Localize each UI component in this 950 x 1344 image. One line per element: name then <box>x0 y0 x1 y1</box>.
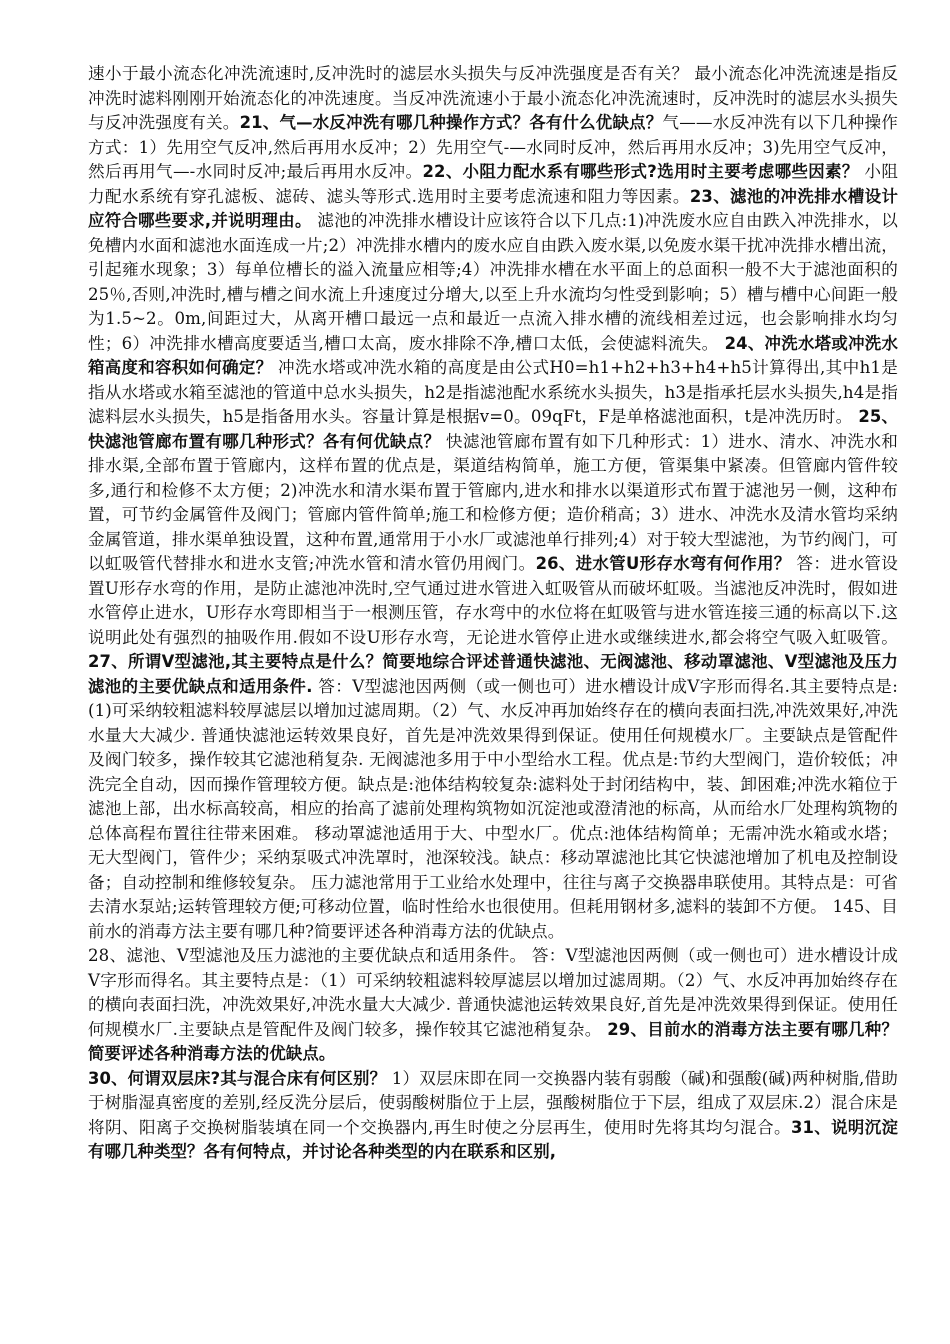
answer-text: 气——水反冲洗有以下几种操作方式：1）先用空气反冲,然后再用水反冲；2）先用空气-—水同时反冲，然后再用水反冲；3)先用空气反冲，然后再用气—-水同时反冲;最后再用水反冲。 <box>88 113 898 181</box>
question-heading: 30、何谓双层床?其与混合床有何区别？ <box>88 1068 387 1088</box>
answer-text: 小阻力配水系统有穿孔滤板、滤砖、滤头等形式.选用时主要考虑流速和阻力等因素。 <box>88 162 899 206</box>
document-page <box>88 62 898 1165</box>
answer-text: 答：V型滤池因两侧（或一侧也可）进水槽设计成V字形而得名.其主要特点是:(1)可采纳较粗滤料较厚滤层以增加过滤周期。（2）气、水反冲再加始终存在的横向表面扫洗,冲洗效果好,冲洗水量大大减少. 普通快滤池运转效果良好，首先是冲洗效果得到保证。使用任何规模水厂。主要缺点是管配件及阀门较多，操作较其它滤池稍复杂. 无阀滤池多用于中小型给水工程。优点是:节约大型阀门，造价较低；冲洗完全自动，因而操作管理较方便。缺点是:池体结构较复杂:滤料处于封闭结构中，装、卸困难;冲洗水箱位于滤池上部，出水标高较高，相应的抬高了滤前处理构筑物如沉淀池或澄清池的标高，从而给水厂处理构筑物的总体高程布置往往带来困难。 移动罩滤池适用于大、中型水厂。优点:池体结构简单；无需冲洗水箱或水塔；无大型阀门，管件少；采纳泵吸式冲洗罩时，池深较浅。缺点：移动罩滤池比其它快滤池增加了机电及控制设备；自动控制和维修较复杂。 压力滤池常用于工业给水处理中，往往与离子交换器串联使用。其特点是：可省去清水泵站;运转管理较方便;可移动位置，临时性给水也很使用。但耗用钢材多,滤料的装卸不方便。 145、目前水的消毒方法主要有哪几种?简要评述各种消毒方法的优缺点。 <box>88 676 898 941</box>
answer-text: 28、滤池、V型滤池及压力滤池的主要优缺点和适用条件。 答：V型滤池因两侧（或一侧也可）进水槽设计成V字形而得名。其主要特点是：（1）可采纳较粗滤料较厚滤层以增加过滤周期。（2）气、水反冲再加始终存在的横向表面扫洗，冲洗效果好,冲洗水量大大减少. 普通快滤池运转效果良好,首先是冲洗效果得到保证。使用任何规模水厂.主要缺点是管配件及阀门较多，操作较其它滤池稍复杂。 <box>88 946 898 1039</box>
question-heading: 21、气—水反冲洗有哪几种操作方式？各有什么优缺点？ <box>239 113 663 132</box>
text-run: 速小于最小流态化冲洗流速时,反冲洗时的滤层水头损失与反冲洗强度是否有关？ 最小流态化冲洗流速是指反冲洗时滤料刚刚开始流态化的冲洗速度。当反冲洗流速小于最小流态化冲洗流速时，反冲洗时的滤层水头损失与反冲洗强度有关。 <box>88 64 898 132</box>
question-heading: 27、所谓V型滤池,其主要特点是什么？简要地综合评述普通快滤池、无阀滤池、移动罩滤池、V型滤池及压力滤池的主要优缺点和适用条件. <box>88 652 898 696</box>
answer-text: 答：进水管设置U形存水弯的作用，是防止滤池冲洗时,空气通过进水管进入虹吸管从而破坏虹吸。当滤池反冲洗时，假如进水管停止进水，U形存水弯即相当于一根测压管，存水弯中的水位将在虹吸管与进水管连接三通的标高以下.这说明此处有强烈的抽吸作用.假如不设U形存水弯，无论进水管停止进水或继续进水,都会将空气吸入虹吸管。 <box>88 554 898 647</box>
question-heading: 25、快滤池管廊布置有哪几种形式？各有何优缺点？ <box>88 407 898 451</box>
question-heading: 22、小阻力配水系有哪些形式?选用时主要考虑哪些因素？ <box>422 162 859 181</box>
question-heading: 29、目前水的消毒方法主要有哪几种？简要评述各种消毒方法的优缺点。 <box>88 1019 898 1063</box>
paragraph-1 <box>88 62 898 944</box>
answer-text: 冲洗水塔或冲洗水箱的高度是由公式H0=h1+h2+h3+h4+h5计算得出,其中h1是指从水塔或水箱至滤池的管道中总水头损失，h2是指滤池配水系统水头损失，h3是指承托层水头损失,h4是指滤料层水头损失，h5是指备用水头。容量计算是根据v=0。09qFt，F是单格滤池面积，t是冲洗历时。 <box>88 358 898 426</box>
paragraph-2 <box>88 944 898 1067</box>
answer-text: 快滤池管廊布置有如下几种形式：1）进水、清水、冲洗水和排水渠,全部布置于管廊内，这样布置的优点是，渠道结构简单，施工方便，管渠集中紧凑。但管廊内管件较多,通行和检修不太方便；2)冲洗水和清水渠布置于管廊内,进水和排水以渠道形式布置于滤池另一侧，这种布置，可节约金属管件及阀门；管廊内管件简单;施工和检修方便；造价稍高；3）进水、冲洗水及清水管均采纳金属管道，排水渠单独设置，这种布置,通常用于小水厂或滤池单行排列;4）对于较大型滤池，为节约阀门，可以虹吸管代替排水和进水支管;冲洗水管和清水管仍用阀门。 <box>88 431 898 573</box>
paragraph-3 <box>88 1067 898 1165</box>
answer-text: 1）双层床即在同一交换器内装有弱酸（碱)和强酸(碱)两种树脂,借助于树脂湿真密度的差别,经反洗分层后，使弱酸树脂位于上层，强酸树脂位于下层，组成了双层床.2）混合床是将阴、阳离子交换树脂装填在同一个交换器内,再生时使之分层再生，使用时先将其均匀混合。 <box>88 1068 899 1137</box>
question-heading: 31、说明沉淀有哪几种类型？各有何特点，并讨论各种类型的内在联系和区别, <box>88 1117 898 1161</box>
answer-text: 滤池的冲洗排水槽设计应该符合以下几点:1)冲洗废水应自由跌入冲洗排水，以免槽内水面和滤池水面连成一片;2）冲洗排水槽内的废水应自由跌入废水渠,以免废水渠干扰冲洗排水槽出流，引起雍水现象；3）每单位槽长的溢入流量应相等;4）冲洗排水槽在水平面上的总面积一般不大于滤池面积的25％,否则,冲洗时,槽与槽之间水流上升速度过分增大,以至上升水流均匀性受到影响；5）槽与槽中心间距一般为1.5~2。0m,间距过大，从离开槽口最远一点和最近一点流入排水槽的流线相差过远，也会影响排水均匀性；6）冲洗排水槽高度要适当,槽口太高，废水排除不净,槽口太低，会使滤料流失。 <box>88 211 898 353</box>
question-heading: 23、滤池的冲洗排水槽设计应符合哪些要求,并说明理由。 <box>88 186 899 230</box>
question-heading: 26、进水管U形存水弯有何作用？ <box>535 554 791 573</box>
question-heading: 24、冲洗水塔或冲洗水箱高度和容积如何确定？ <box>88 333 898 377</box>
